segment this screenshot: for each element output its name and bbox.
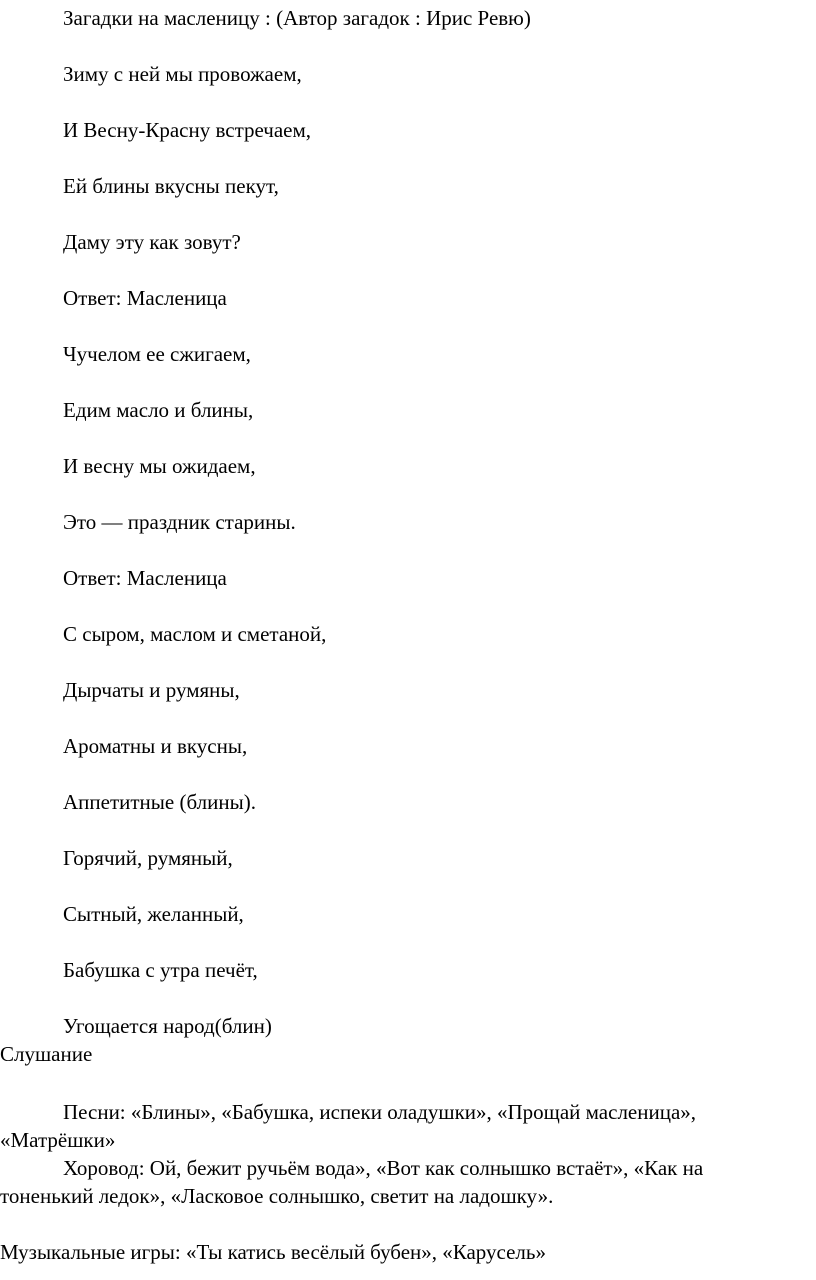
riddle-line: Горячий, румяный, xyxy=(63,846,233,870)
riddle-line: И весну мы ожидаем, xyxy=(63,454,256,478)
riddle-line: Ей блины вкусны пекут, xyxy=(63,174,279,198)
dance-line-continued: тоненький ледок», «Ласковое солнышко, светит на ладошку». xyxy=(0,1184,554,1208)
riddle-line: Сытный, желанный, xyxy=(63,902,244,926)
songs-line: Песни: «Блины», «Бабушка, испеки оладушки», «Прощай масленица», xyxy=(63,1100,697,1124)
riddle-line: Аппетитные (блины). xyxy=(63,790,256,814)
riddle-line: Зиму с ней мы провожаем, xyxy=(63,62,302,86)
riddle-line: Угощается народ(блин) xyxy=(63,1014,272,1038)
riddle-line: И Весну-Красну встречаем, xyxy=(63,118,312,142)
games-line: Музыкальные игры: «Ты катись весёлый бубен», «Карусель» xyxy=(0,1240,546,1264)
riddle-line: Бабушка с утра печёт, xyxy=(63,958,258,982)
riddle-line: Едим масло и блины, xyxy=(63,398,254,422)
intro-line: Загадки на масленицу : (Автор загадок : Ирис Ревю) xyxy=(63,6,531,30)
listening-heading: Слушание xyxy=(0,1042,93,1066)
songs-line-continued: «Матрёшки» xyxy=(0,1128,116,1152)
riddle-line: Это — праздник старины. xyxy=(63,510,296,534)
riddle-line: Чучелом ее сжигаем, xyxy=(63,342,251,366)
riddle-line: Дырчаты и румяны, xyxy=(63,678,240,702)
answer-line: Ответ: Масленица xyxy=(63,286,227,310)
riddle-line: Даму эту как зовут? xyxy=(63,230,241,254)
riddle-line: С сыром, маслом и сметаной, xyxy=(63,622,327,646)
answer-line: Ответ: Масленица xyxy=(63,566,227,590)
riddle-line: Ароматны и вкусны, xyxy=(63,734,248,758)
dance-line: Хоровод: Ой, бежит ручьём вода», «Вот как солнышко встаёт», «Как на xyxy=(63,1156,704,1180)
